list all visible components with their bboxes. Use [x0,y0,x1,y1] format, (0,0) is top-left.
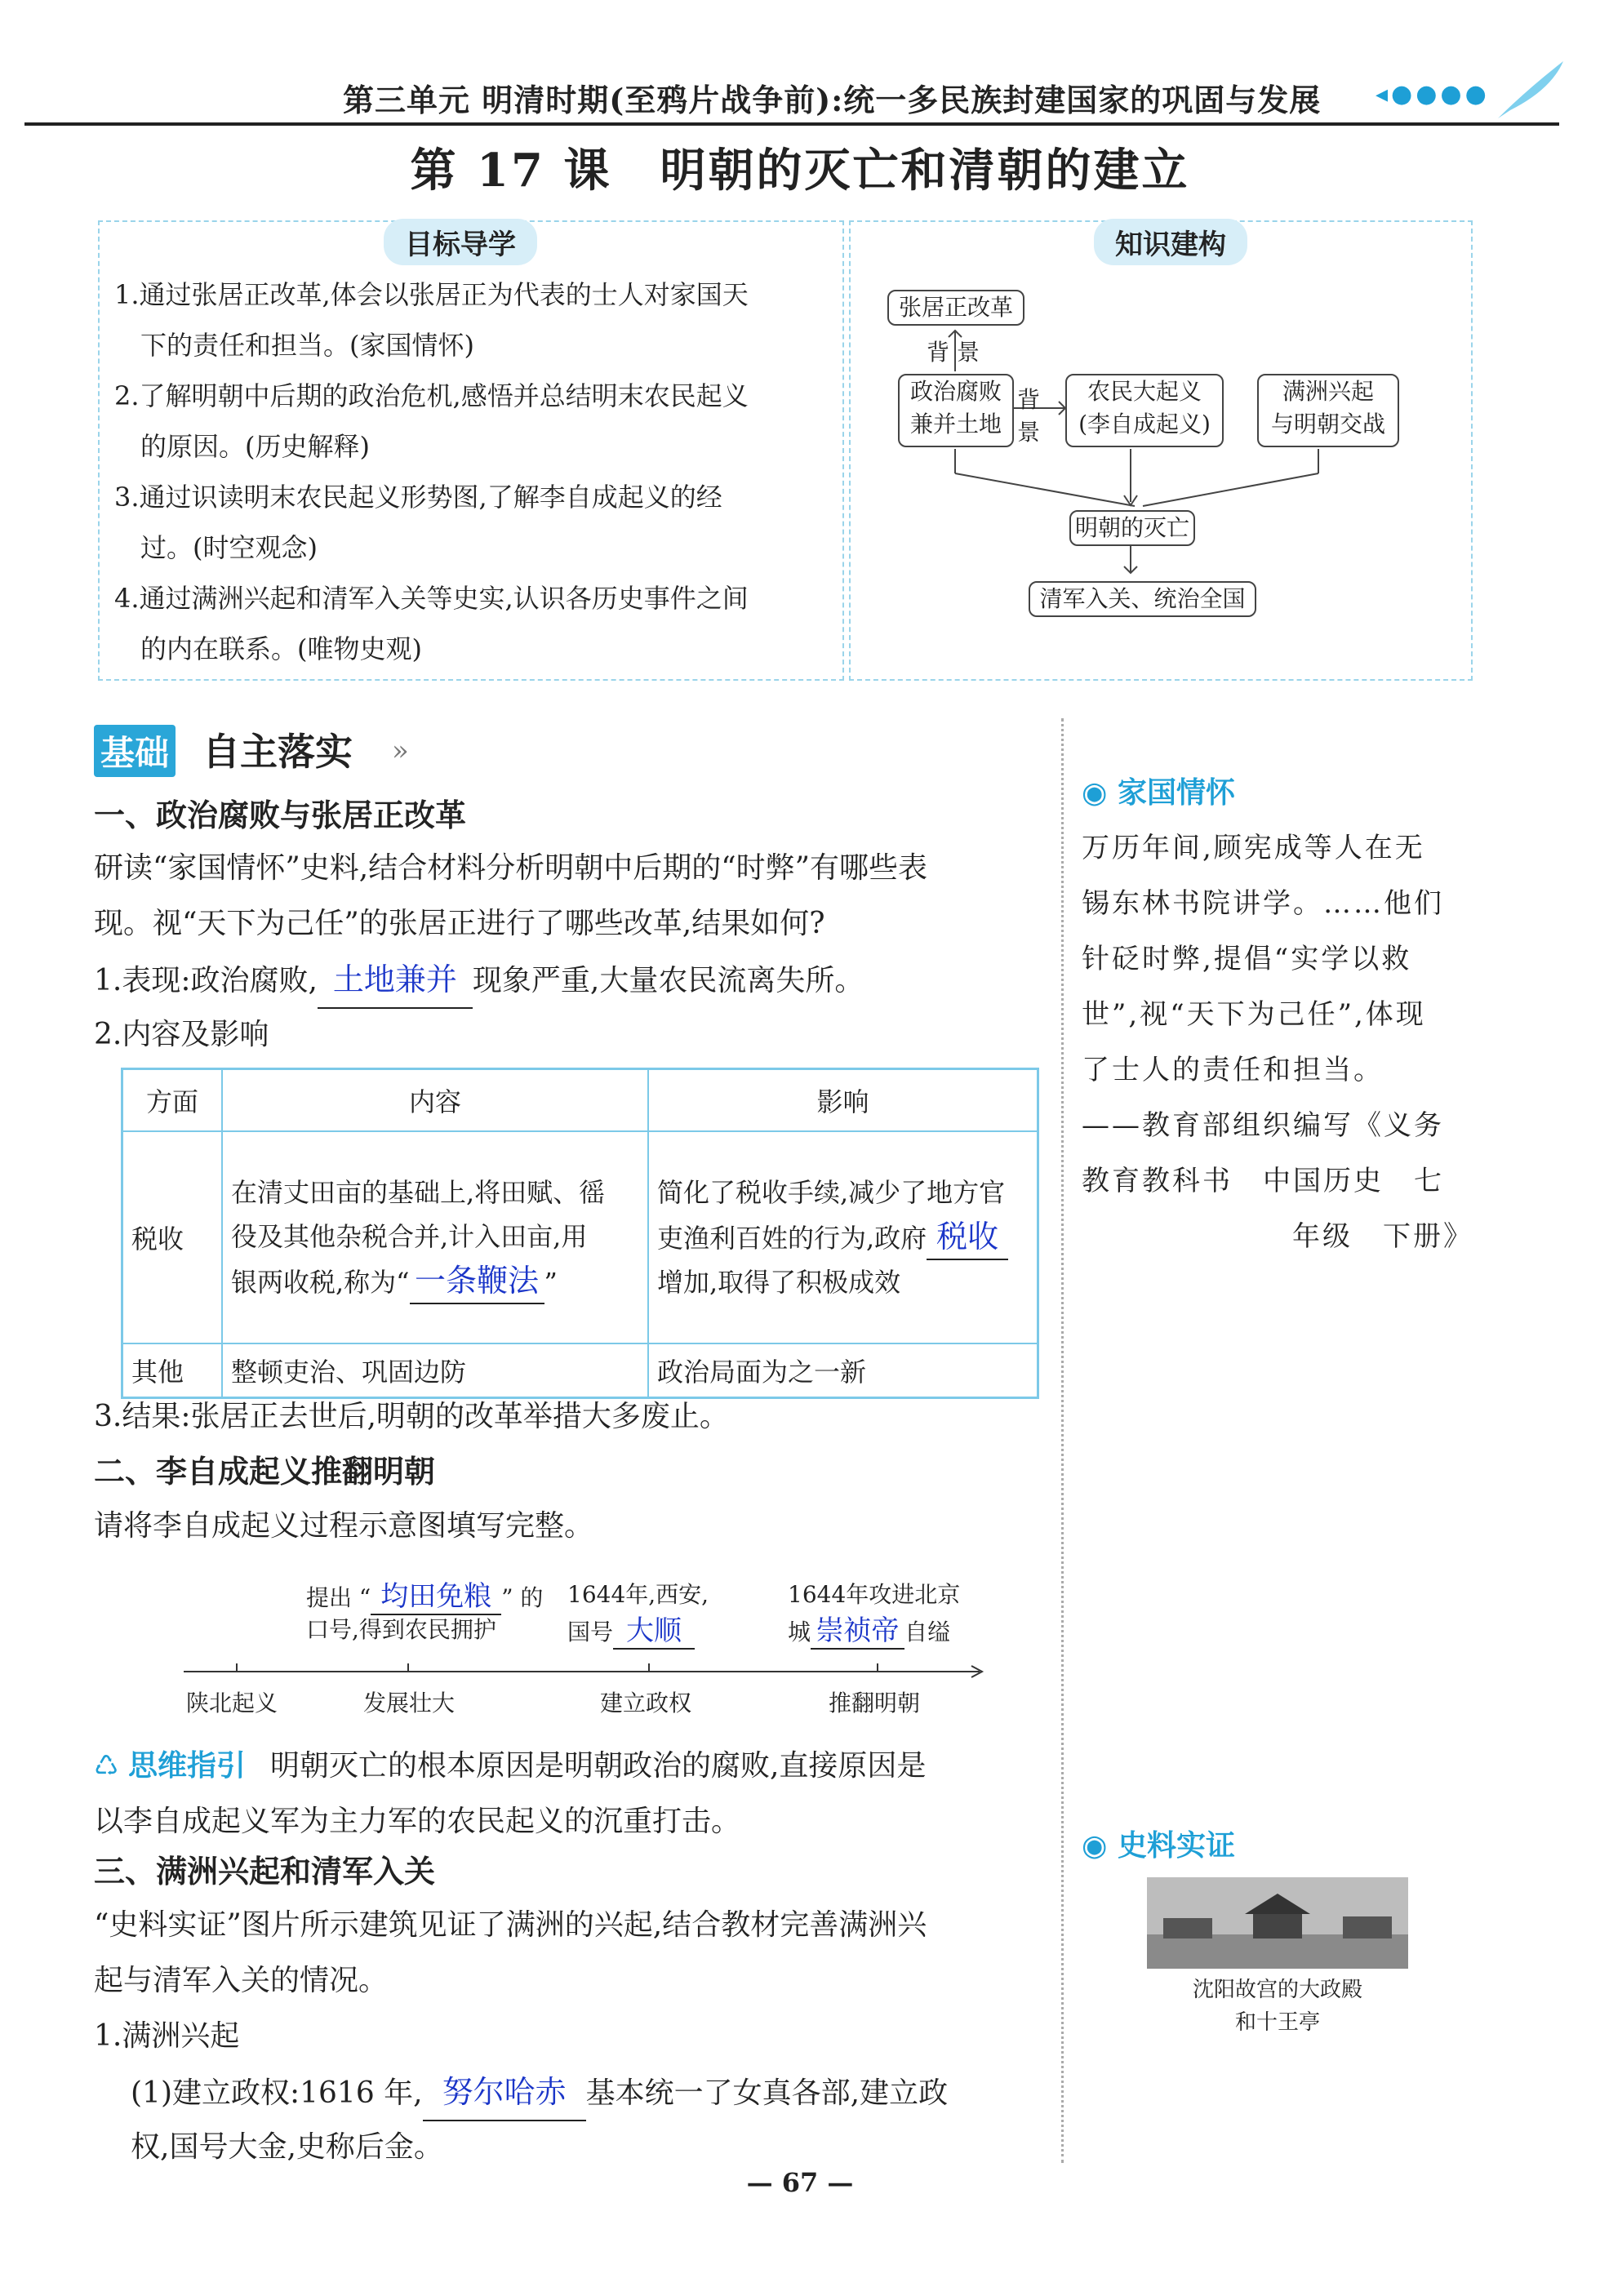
sidebar-line: 教育教科书 中国历史 七 [1082,1165,1444,1197]
text: 吏渔利百姓的行为,政府 [657,1223,927,1254]
node-text: 政治腐败 [909,378,1002,405]
sidebar-heading [1082,1823,1235,1864]
text: 城 [788,1619,811,1645]
table-cell: 税收 [122,1131,223,1343]
sidebar-line: 锡东林书院讲学。……他们 [1082,887,1444,920]
sidebar-heading [1082,770,1235,811]
table-header: 方面 [122,1069,223,1132]
table-cell: 其他 [122,1343,223,1397]
target-icon: ◉ [1082,776,1108,810]
answer-blank[interactable]: 税收 [927,1215,1008,1260]
feather-icon [1494,57,1567,122]
timeline-note [567,1608,695,1650]
heading-text: 家国情怀 [1117,776,1235,810]
knowledge-label: 知识建构 [1094,219,1247,265]
question-2: 2.内容及影响 [94,1018,269,1051]
text: 1.表现:政治腐败, [94,964,318,997]
paragraph: 权,国号大金,史称后金。 [131,2130,443,2164]
sidebar-line: ——教育部组织编写《义务 [1082,1109,1444,1142]
label-background: 景 [1017,419,1041,446]
node-text: 与明朝交战 [1270,411,1385,437]
text: (1)建立政权:1616 年, [131,2076,423,2110]
goal-line: 3.通过识读明末农民起义形势图,了解李自成起义的经 [114,482,722,513]
caption-line: 沈阳故宫的大政殿 [1192,1978,1362,2002]
timeline-note [788,1608,950,1650]
node-text: (李自成起义) [1078,411,1211,437]
table-header: 内容 [222,1069,648,1132]
table-cell: 政治局面为之一新 [648,1343,1038,1397]
sidebar-divider [1061,718,1064,2163]
node-text: 农民大起义 [1087,378,1202,405]
section-heading: 二、李自成起义推翻明朝 [94,1453,436,1490]
paragraph: 起与清军入关的情况。 [94,1964,389,1997]
sidebar-line: 针砭时弊,提倡“实学以救 [1082,943,1412,975]
goal-line: 1.通过张居正改革,体会以张居正为代表的士人对家国天 [114,279,749,310]
paragraph: 研读“家国情怀”史料,结合材料分析明朝中后期的“时弊”有哪些表 [94,851,928,885]
cell-line: 简化了税收手续,减少了地方官 [657,1177,1006,1208]
timeline-stage: 建立政权 [600,1690,692,1716]
paragraph: 以李自成起义军为主力军的农民起义的沉重打击。 [94,1805,741,1838]
cell-line [657,1215,1029,1260]
answer-blank[interactable]: 一条鞭法 [410,1259,544,1304]
section-heading: 一、政治腐败与张居正改革 [94,797,467,833]
thinking-tip [94,1739,1057,1794]
timeline-stage: 推翻明朝 [829,1690,921,1716]
table-cell [648,1131,1038,1343]
sidebar-line: 世”,视“天下为己任”,体现 [1082,998,1426,1031]
header-rule [24,122,1559,126]
table-cell [222,1131,648,1343]
chevron-right-icon: » [392,735,409,767]
answer-blank[interactable]: 崇祯帝 [811,1608,904,1650]
basics-badge: 基础 [94,725,176,777]
label-background: 背 [1017,386,1041,413]
goals-label: 目标导学 [384,219,537,265]
question-3: 3.结果:张居正去世后,明朝的改革举措大多废止。 [94,1400,729,1433]
answer-blank[interactable]: 土地兼并 [318,952,473,1009]
cell-line: 增加,取得了积极成效 [657,1267,901,1298]
paragraph: 现。视“天下为己任”的张居正进行了哪些改革,结果如何? [94,907,825,940]
node-peasant-uprising [1065,374,1224,447]
timeline-stage: 发展壮大 [363,1690,456,1716]
label-background: 背 景 [927,339,980,366]
sidebar-line: 了士人的责任和担当。 [1082,1054,1384,1086]
text: ” 的 [501,1584,544,1611]
palace-photo [1147,1877,1408,1969]
unit-title: 第三单元 明清时期(至鸦片战争前):统一多民族封建国家的巩固与发展 [343,82,1322,118]
node-ming-fall: 明朝的灭亡 [1069,510,1195,546]
sidebar-line: 年级 下册》 [1292,1220,1473,1253]
node-zhang-juzheng-reform: 张居正改革 [887,290,1024,326]
cell-line: 在清丈田亩的基础上,将田赋、徭 [231,1177,606,1208]
paragraph: “史料实证”图片所示建筑见证了满洲的兴起,结合教材完善满洲兴 [94,1908,927,1942]
timeline-note [306,1574,543,1615]
timeline-note: 1644年攻进北京 [788,1581,961,1608]
text: 基本统一了女真各部,建立政 [585,2076,949,2110]
timeline-note: 口号,得到农民拥护 [306,1616,496,1643]
decorative-dots-icon: ◂●●●● [1376,80,1490,109]
caption-line: 和十王亭 [1234,2010,1320,2035]
text: 国号 [567,1619,614,1645]
page-number: — 67 — [746,2167,854,2198]
text: 现象严重,大量农民流离失所。 [472,964,864,997]
heading-text: 史料实证 [1117,1829,1235,1863]
paragraph: 请将李自成起义过程示意图填写完整。 [94,1509,594,1543]
answer-blank[interactable]: 均田免粮 [371,1574,501,1615]
reform-table [121,1068,1039,1399]
answer-blank[interactable]: 大顺 [613,1608,695,1650]
goal-line: 4.通过满洲兴起和清军入关等史实,认识各历史事件之间 [114,583,749,614]
photo-caption [1147,1974,1408,2039]
tip-label: 思维指引 [127,1749,246,1783]
node-text: 兼并土地 [909,411,1002,437]
answer-blank[interactable]: 努尔哈赤 [423,2064,586,2121]
lesson-title: 第 17 课 明朝的灭亡和清朝的建立 [410,144,1190,198]
cell-line: 役及其他杂税合并,计入田亩,用 [231,1221,588,1252]
cell-line [231,1259,639,1304]
question-1 [94,952,1057,1009]
lightbulb-icon: ♺ [94,1750,119,1783]
text: 银两收税,称为“ [231,1267,410,1298]
goal-line: 2.了解明朝中后期的政治危机,感悟并总结明末农民起义 [114,380,749,411]
table-cell: 整顿吏治、巩固边防 [222,1343,648,1397]
text: ” [544,1267,558,1298]
timeline-note: 1644年,西安, [567,1581,709,1608]
node-political-corruption [898,374,1014,447]
goal-line: 过。(时空观念) [114,532,318,563]
goal-line: 下的责任和担当。(家国情怀) [114,330,474,361]
timeline-stage: 陕北起义 [186,1690,278,1716]
sidebar-line: 万历年间,顾宪成等人在无 [1082,832,1425,864]
text: 明朝灭亡的根本原因是明朝政治的腐败,直接原因是 [269,1749,927,1783]
question-1a [131,2064,1094,2121]
section-heading: 三、满洲兴起和清军入关 [94,1853,436,1890]
table-header: 影响 [648,1069,1038,1132]
question-1: 1.满洲兴起 [94,2019,240,2053]
goal-line: 的内在联系。(唯物史观) [114,633,422,664]
node-qing-rule: 清军入关、统治全国 [1029,581,1256,617]
timeline-axis [184,1655,992,1688]
node-text: 满洲兴起 [1282,378,1374,405]
text: 自缢 [904,1619,951,1645]
target-icon: ◉ [1082,1829,1108,1863]
text: 提出 “ [306,1584,371,1611]
node-manchu-rise [1257,374,1399,447]
basics-title: 自主落实 [202,730,353,774]
goal-line: 的原因。(历史解释) [114,431,370,462]
